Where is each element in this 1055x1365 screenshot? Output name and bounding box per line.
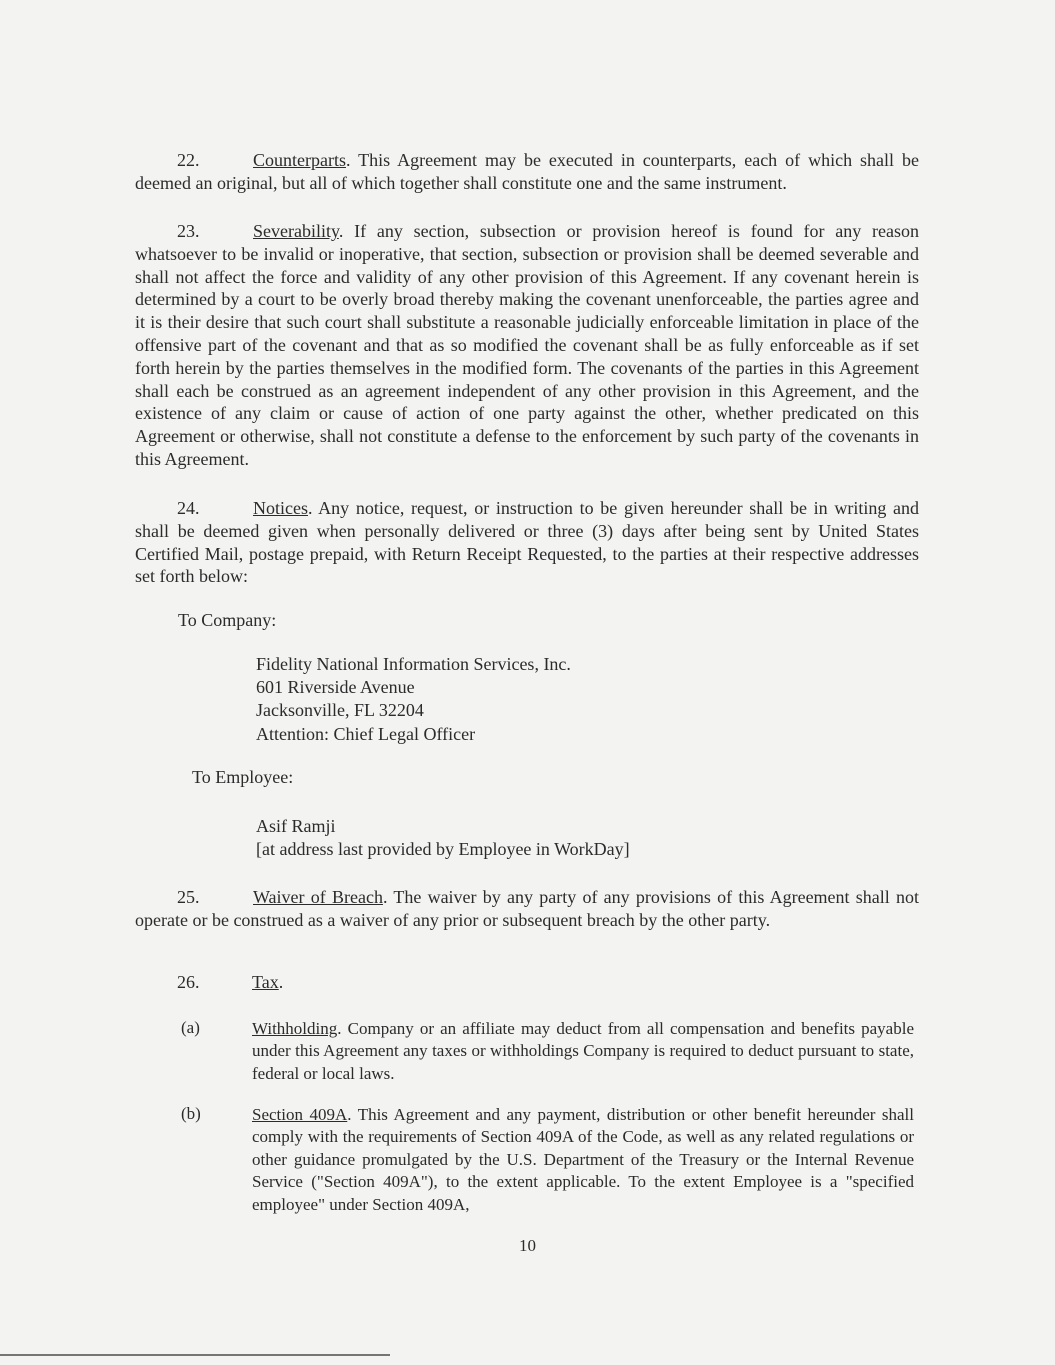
- section-text: . The waiver by any party of any provisions of this Agreement shall not operate or be construed as a waiver of any prior or subsequent breach by the other party.: [135, 887, 920, 930]
- section-26-heading: [252, 971, 283, 994]
- section-text: . Any notice, request, or instruction to be given hereunder shall be in writing and shall be deemed given when personally delivered or three (3) days after being sent by United States Certified Mail, postage prepaid, with Return Receipt Requested, to the parties at their respective addresses set forth below:: [135, 498, 919, 587]
- address-line: Fidelity National Information Services, Inc.: [256, 654, 571, 674]
- section-number: 23.: [177, 221, 200, 241]
- subsection-a-label: (a): [181, 1018, 200, 1037]
- section-title-suffix: .: [278, 972, 284, 992]
- section-24: [135, 497, 919, 588]
- section-number: 22.: [177, 150, 200, 170]
- section-26-number: 26.: [177, 972, 200, 992]
- section-title: Counterparts: [253, 150, 346, 170]
- address-line: [at address last provided by Employee in WorkDay]: [256, 839, 630, 860]
- scan-edge-line: [0, 1354, 390, 1356]
- section-title: Notices: [253, 498, 308, 518]
- section-25: [135, 886, 919, 932]
- address-line: Jacksonville, FL 32204: [256, 700, 424, 721]
- address-line: Attention: Chief Legal Officer: [256, 723, 476, 744]
- section-22: [135, 149, 919, 195]
- to-company-label: To Company:: [178, 610, 277, 630]
- page-number: 10: [519, 1236, 536, 1255]
- section-number: 25.: [177, 887, 200, 907]
- subsection-a: [252, 1018, 914, 1085]
- address-line: Asif Ramji: [256, 816, 336, 836]
- to-employee-label: To Employee:: [192, 767, 294, 787]
- subsection-title: Section 409A: [252, 1105, 348, 1124]
- subsection-b: [252, 1104, 914, 1216]
- section-text: . This Agreement may be executed in counterparts, each of which shall be deemed an original, but all of which together shall constitute one and the same instrument.: [135, 150, 919, 193]
- section-title: Severability: [253, 221, 339, 241]
- employee-address: [256, 815, 630, 861]
- subsection-b-label: (b): [181, 1104, 201, 1123]
- section-title: Tax: [252, 972, 279, 992]
- section-number: 24.: [177, 498, 200, 518]
- section-text: . If any section, subsection or provision hereof is found for any reason whatsoever to be invalid or inoperative, that section, subsection or provision shall be deemed severable and shall not affect the force and validity of any other provision of this Agreement. If any covenant herein is determined by a court to be overly broad thereby making the covenant unenforceable, the parties agree and it is their desire that such court shall substitute a reasonable judicially enforceable limitation in place of the offensive part of the covenant and that as so modified the covenant shall be as fully enforceable as if set forth herein by the parties themselves in the modified form. The covenants of the parties in this Agreement shall each be construed as an agreement independent of any other provision in this Agreement, and the existence of any claim or cause of action of one party against the other, whether predicated on this Agreement or otherwise, shall not constitute a defense to the enforcement by such party of the covenants in this Agreement.: [135, 221, 919, 469]
- subsection-text: . This Agreement and any payment, distribution or other benefit hereunder shall comply with the requirements of Section 409A of the Code, as well as any related regulations or other guidance promulgated by the U.S. Department of the Treasury or the Internal Revenue Service ("Section 409A"), to the extent applicable. To the extent Employee is a "specified employee" under Section 409A,: [252, 1105, 914, 1214]
- section-23: [135, 220, 919, 471]
- company-address: [256, 653, 571, 746]
- address-line: 601 Riverside Avenue: [256, 677, 415, 698]
- subsection-title: Withholding: [252, 1019, 338, 1038]
- subsection-text: . Company or an affiliate may deduct from all compensation and benefits payable under this Agreement any taxes or withholdings Company is required to deduct pursuant to state, federal or local laws.: [252, 1019, 914, 1083]
- section-title: Waiver of Breach: [253, 887, 383, 907]
